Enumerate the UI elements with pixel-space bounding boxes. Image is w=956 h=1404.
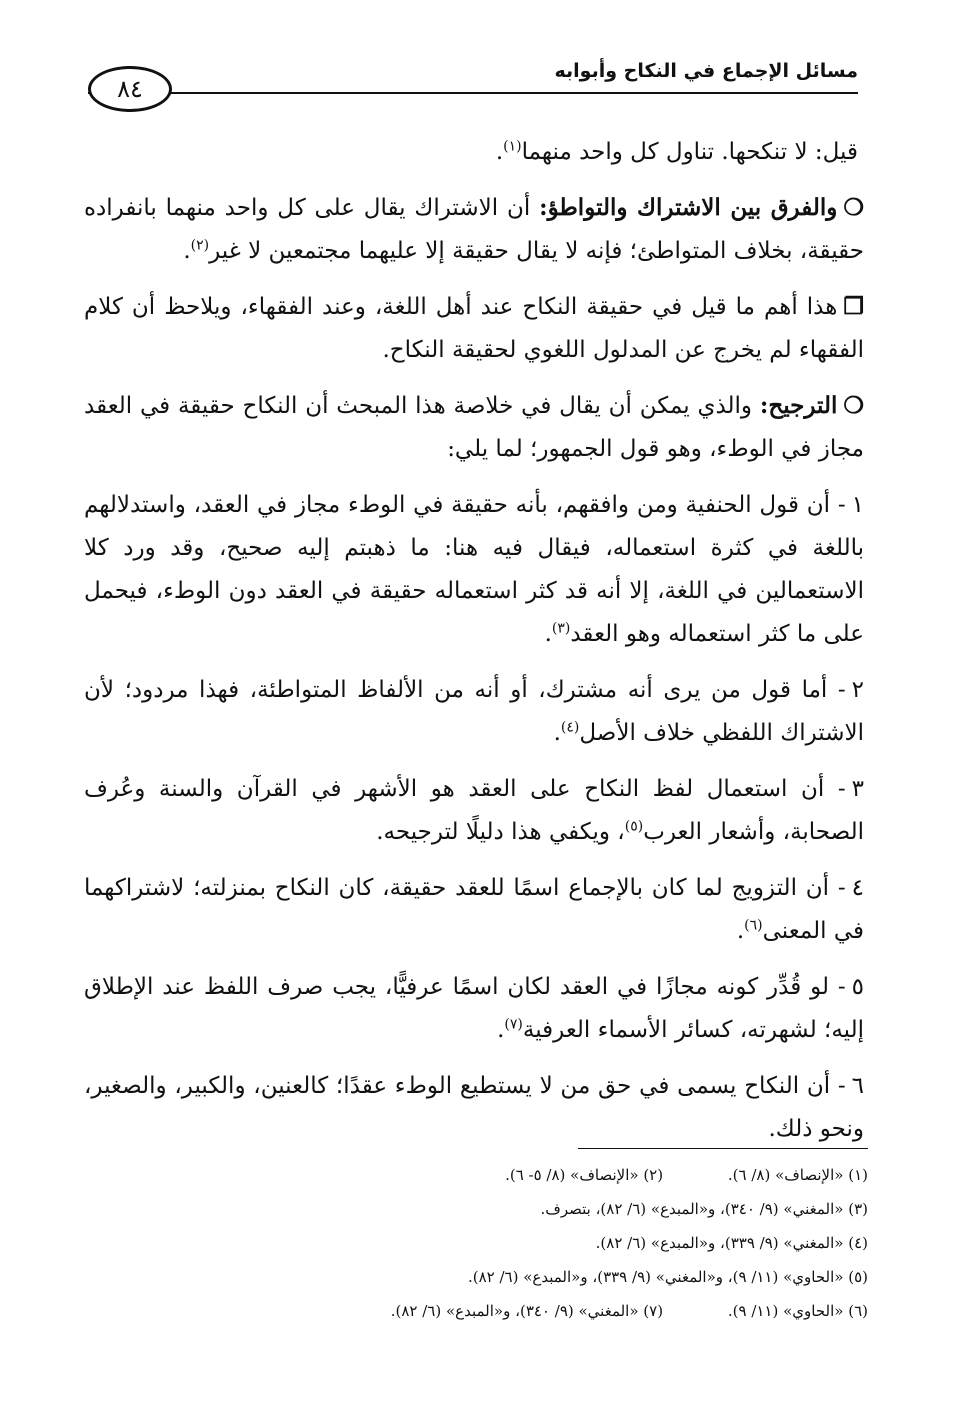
paragraph-tail: . [553, 720, 561, 746]
footnote-ref: (٥) [624, 818, 644, 835]
footnote-3: (٣) «المغني» (٩/ ٣٤٠)، و«المبدع» (٦/ ٨٢)، بتصرف. [540, 1200, 868, 1218]
square-bullet-icon: ❐ [843, 293, 864, 320]
footnote-7: (٧) «المغني» (٩/ ٣٤٠)، و«المبدع» (٦/ ٨٢). [390, 1302, 664, 1320]
footnote-ref: (٢) [190, 237, 210, 254]
paragraph-text: أن الاشتراك يقال على كل واحد منهما بانفراده حقيقة، بخلاف المتواطئ؛ فإنه لا يقال حقيقة إلا عليهما مجتمعين لا غير [84, 195, 864, 264]
paragraph [84, 186, 864, 273]
footnote-ref: (٦) [744, 917, 763, 934]
circle-bullet-icon: ❍ [843, 392, 865, 419]
footnote-ref: (١) [503, 138, 522, 155]
paragraph-lead: والفرق بين الاشتراك والتواطؤ: [539, 194, 838, 221]
paragraph [84, 384, 864, 471]
paragraph [84, 668, 864, 755]
footnote-1: (١) «الإنصاف» (٨/ ٦). [727, 1166, 868, 1184]
footnote-rule [578, 1148, 868, 1149]
footnotes [88, 1160, 868, 1330]
footnote-5: (٥) «الحاوي» (١١/ ٩)، و«المغني» (٩/ ٣٣٩)، و«المبدع» (٦/ ٨٢). [467, 1268, 868, 1286]
paragraph-text: ١- أن قول الحنفية ومن وافقهم، بأنه حقيقة في الوطء مجاز في العقد، واستدلالهم باللغة في كثرة استعماله، فيقال فيه هنا: ما ذهبتم إليه صحيح، وقد ورد كلا الاستعمالين في اللغة، إلا أنه قد كثر استعماله حقيقة في العقد دون الوطء، فيحمل على ما كثر استعماله وهو العقد [84, 492, 864, 647]
header-rule [88, 92, 858, 94]
paragraph-text: ٢- أما قول من يرى أنه مشترك، أو أنه من الألفاظ المتواطئة، فهذا مردود؛ لأن الاشتراك اللفظي خلاف الأصل [84, 677, 864, 746]
paragraph-tail: . [736, 918, 745, 944]
paragraph-tail: . [183, 238, 191, 264]
page-header [88, 40, 858, 110]
footnote-4: (٤) «المغني» (٩/ ٣٣٩)، و«المبدع» (٦/ ٨٢). [595, 1234, 868, 1252]
paragraph [84, 866, 864, 953]
footnote-ref: (٣) [551, 620, 571, 637]
paragraph-tail: . [497, 1017, 505, 1043]
footnote-ref: (٤) [560, 719, 580, 736]
page-number: ٨٤ [88, 66, 172, 112]
paragraph [84, 483, 864, 656]
paragraph-text: هذا أهم ما قيل في حقيقة النكاح عند أهل اللغة، وعند الفقهاء، ويلاحظ أن كلام الفقهاء لم يخرج عن المدلول اللغوي لحقيقة النكاح. [84, 294, 864, 363]
paragraph-text: ٥- لو قُدِّر كونه مجازًا في العقد لكان اسمًا عرفيًّا، يجب صرف اللفظ عند الإطلاق إليه؛ لشهرته، كسائر الأسماء العرفية [84, 974, 864, 1043]
paragraph [84, 965, 864, 1052]
footnote-ref: (٧) [504, 1016, 523, 1033]
running-title: مسائل الإجماع في النكاح وأبوابه [554, 60, 858, 82]
footnote-line [88, 1160, 868, 1190]
footnote-6: (٦) «الحاوي» (١١/ ٩). [727, 1302, 868, 1320]
footnote-2: (٢) «الإنصاف» (٨/ ٥- ٦). [505, 1166, 664, 1184]
paragraph-tail: ، ويكفي هذا دليلًا لترجيحه. [376, 819, 625, 845]
main-text [84, 130, 864, 1163]
paragraph-text: قيل: لا تنكحها. تناول كل واحد منهما [521, 139, 858, 165]
footnote-line [88, 1296, 868, 1326]
paragraph-lead: الترجيح: [759, 392, 838, 419]
paragraph [84, 130, 864, 174]
paragraph-tail: . [495, 139, 504, 165]
paragraph [84, 1064, 864, 1151]
paragraph [84, 767, 864, 854]
paragraph-text: ٤- أن التزويج لما كان بالإجماع اسمًا للعقد حقيقة، كان النكاح بمنزلته؛ لاشتراكهما في المعنى [84, 875, 864, 944]
paragraph-text: ٣- أن استعمال لفظ النكاح على العقد هو الأشهر في القرآن والسنة وعُرف الصحابة، وأشعار العرب [84, 776, 864, 845]
paragraph-tail: . [544, 621, 552, 647]
paragraph-text: ٦- أن النكاح يسمى في حق من لا يستطيع الوطء عقدًا؛ كالعنين، والكبير، والصغير، ونحو ذلك. [84, 1073, 864, 1142]
circle-bullet-icon: ❍ [843, 194, 865, 221]
paragraph-text: والذي يمكن أن يقال في خلاصة هذا المبحث أن النكاح حقيقة في العقد مجاز في الوطء، وهو قول الجمهور؛ لما يلي: [84, 393, 864, 462]
paragraph [84, 285, 864, 372]
